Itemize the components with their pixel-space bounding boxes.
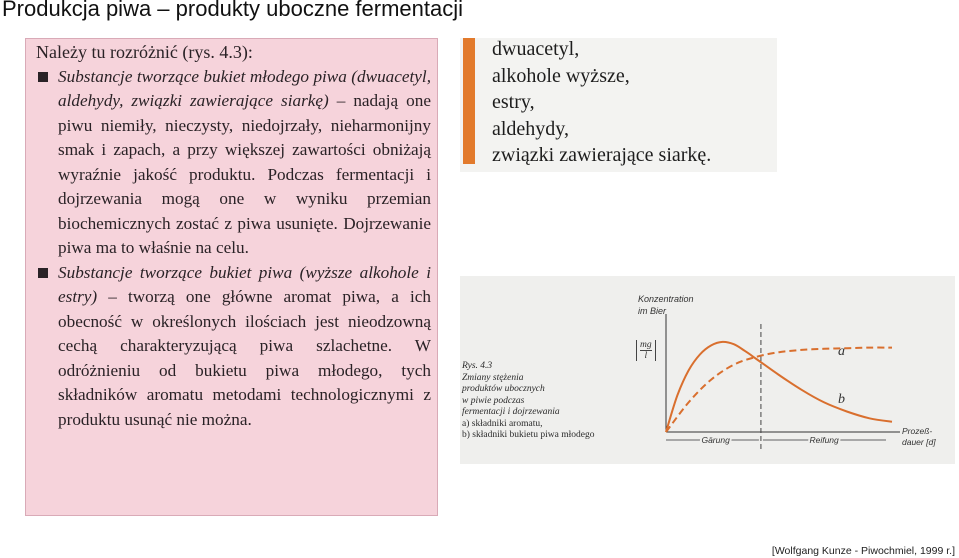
series-b-line	[666, 342, 892, 432]
panel-heading: Należy tu rozróżnić (rys. 4.3):	[36, 42, 253, 62]
compound-list-panel	[460, 38, 777, 172]
bullet-item	[36, 65, 431, 261]
bullet-lead: Substancje tworzące bukiet piwa (wyższe alkohole i estry)	[58, 262, 431, 306]
unit-bottom: l	[644, 351, 648, 361]
x-axis-label-line: Prozeß-	[902, 426, 933, 436]
concentration-chart	[660, 314, 950, 459]
page-title: Produkcja piwa – produkty uboczne fermentacji	[2, 0, 464, 21]
list-item: związki zawierające siarkę.	[492, 144, 712, 166]
caption-line: fermentacji i dojrzewania	[462, 407, 560, 417]
phase-label-maturation: Reifung	[809, 435, 839, 445]
series-a-line	[666, 348, 892, 432]
list-item: alkohole wyższe,	[492, 64, 630, 87]
caption-line: Rys. 4.3	[462, 361, 493, 371]
unit-top: mg	[640, 340, 652, 350]
y-axis-label-line: Konzentration	[638, 294, 694, 304]
series-a-label: a	[838, 344, 845, 359]
text-panel-content	[36, 40, 431, 432]
compound-list	[492, 36, 711, 169]
caption-line: w piwie podczas	[462, 395, 525, 406]
unit-label	[636, 340, 656, 361]
y-axis-label-line: im Bier	[638, 306, 667, 316]
bullet-lead: Substancje tworzące bukiet młodego piwa (dwuacetyl, aldehydy, związki zawierające siarkę)	[58, 66, 431, 110]
accent-bar	[463, 38, 475, 164]
caption-line: Zmiany stężenia	[462, 372, 524, 383]
phase-label-fermentation: Gärung	[701, 435, 730, 445]
x-axis-label-line: dauer [d]	[902, 437, 936, 447]
series-b-label: b	[838, 392, 845, 407]
source-citation: [Wolfgang Kunze - Piwochmiel, 1999 r.]	[771, 545, 955, 557]
caption-line: produktów ubocznych	[462, 384, 545, 394]
figure-panel	[460, 276, 955, 464]
caption-note: b) składniki bukietu piwa młodego	[462, 430, 595, 440]
list-item: estry,	[492, 91, 535, 113]
list-item: dwuacetyl,	[492, 38, 580, 60]
bullet-text: – nadają one piwu niemiły, nieczysty, niedojrzały, nieharmonijny smak i zapach, a przy większej zawartości obniżają wyraźnie jakość produktu. Podczas fermentacji i dojrzewania mogą one w wyniku przemian biochemicznych zostać z piwa usunięte. Dojrzewanie piwa ma to właśnie na celu.	[58, 91, 431, 257]
bullet-item	[36, 261, 431, 433]
bullet-text: – tworzą one główne aromat piwa, a ich obecność w określonych ilościach jest nieodzowną cechą charakteryzującą piwa szlachetne. W odróżnieniu od bukietu piwa młodego, tych składników aromatu metodami technologicznymi z produktu usunąć nie można.	[58, 287, 431, 429]
list-item: aldehydy,	[492, 117, 570, 140]
figure-caption	[462, 361, 622, 442]
text-panel	[25, 38, 438, 516]
caption-note: a) składniki aromatu,	[462, 418, 543, 429]
